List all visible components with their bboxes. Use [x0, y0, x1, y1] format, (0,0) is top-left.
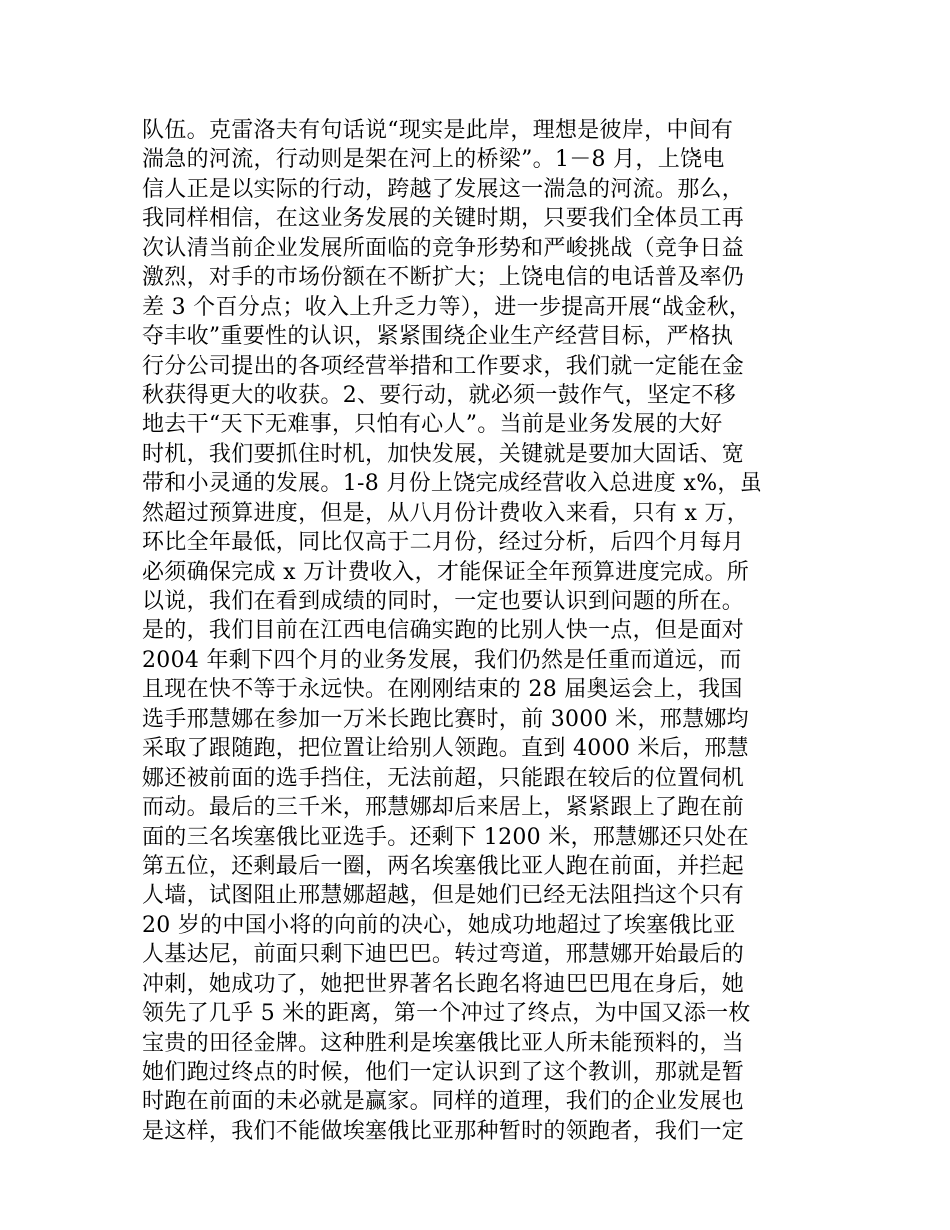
text-line: 2004 年剩下四个月的业务发展，我们仍然是任重而道远，而	[142, 647, 742, 673]
text-line: 秋获得更大的收获。2、要行动，就必须一鼓作气，坚定不移	[142, 382, 737, 408]
text-line: 宝贵的田径金牌。这种胜利是埃塞俄比亚人所未能预料的，当	[142, 1030, 745, 1056]
text-line: 行分公司提出的各项经营举措和工作要求，我们就一定能在金	[142, 353, 745, 379]
text-line: 我同样相信，在这业务发展的关键时期，只要我们全体员工再	[142, 206, 745, 232]
text-line: 次认清当前企业发展所面临的竞争形势和严峻挑战（竞争日益	[142, 235, 745, 261]
body-text	[142, 116, 822, 1146]
text-line: 信人正是以实际的行动，跨越了发展这一湍急的河流。那么，	[142, 176, 745, 202]
text-line: 且现在快不等于永远快。在刚刚结束的 28 届奥运会上，我国	[142, 677, 743, 703]
text-line: 采取了跟随跑，把位置让给别人领跑。直到 4000 米后，邢慧	[142, 736, 749, 762]
text-line: 队伍。克雷洛夫有句话说“现实是此岸，理想是彼岸，中间有	[142, 118, 734, 143]
text-line: 湍急的河流，行动则是架在河上的桥梁”。1－8 月，上饶电	[142, 147, 725, 173]
text-line: 领先了几乎 5 米的距离，第一个冲过了终点，为中国又添一枚	[142, 1001, 751, 1027]
text-line: 环比全年最低，同比仅高于二月份，经过分析，后四个月每月	[142, 530, 745, 556]
text-line: 以说，我们在看到成绩的同时，一定也要认识到问题的所在。	[142, 589, 745, 614]
text-line: 面的三名埃塞俄比亚选手。还剩下 1200 米，邢慧娜还只处在	[142, 824, 749, 850]
text-line: 20 岁的中国小将的向前的决心，她成功地超过了埃塞俄比亚	[142, 912, 736, 938]
text-line: 地去干“天下无难事，只怕有心人”。当前是业务发展的大好	[142, 412, 723, 438]
text-line: 时机，我们要抓住时机，加快发展，关键就是要加大固话、宽	[142, 441, 745, 467]
text-line: 激烈，对手的市场份额在不断扩大；上饶电信的电话普及率仍	[142, 265, 745, 291]
text-line: 娜还被前面的选手挡住，无法前超，只能跟在较后的位置伺机	[142, 765, 745, 791]
text-line: 是这样，我们不能做埃塞俄比亚那种暂时的领跑者，我们一定	[142, 1118, 745, 1144]
text-line: 而动。最后的三千米，邢慧娜却后来居上，紧紧跟上了跑在前	[142, 795, 745, 821]
text-line: 差 3 个百分点；收入上升乏力等），进一步提高开展“战金秋，	[142, 294, 752, 320]
text-line: 第五位，还剩最后一圈，两名埃塞俄比亚人跑在前面，并拦起	[142, 853, 745, 879]
text-line: 选手邢慧娜在参加一万米长跑比赛时，前 3000 米，邢慧娜均	[142, 706, 749, 732]
text-line: 时跑在前面的未必就是赢家。同样的道理，我们的企业发展也	[142, 1089, 745, 1115]
text-line: 她们跑过终点的时候，他们一定认识到了这个教训，那就是暂	[142, 1060, 745, 1085]
text-line: 是的，我们目前在江西电信确实跑的比别人快一点，但是面对	[142, 618, 745, 644]
text-line: 人基达尼，前面只剩下迪巴巴。转过弯道，邢慧娜开始最后的	[142, 942, 745, 968]
text-line: 夺丰收”重要性的认识，紧紧围绕企业生产经营目标，严格执	[142, 324, 734, 350]
text-line: 必须确保完成 x 万计费收入，才能保证全年预算进度完成。所	[142, 559, 750, 585]
text-line: 然超过预算进度，但是，从八月份计费收入来看，只有 x 万，	[142, 500, 750, 526]
text-line: 带和小灵通的发展。1-8 月份上饶完成经营收入总进度 x%，虽	[142, 471, 763, 497]
text-line: 冲刺，她成功了，她把世界著名长跑名将迪巴巴甩在身后，她	[142, 971, 745, 997]
text-line: 人墙，试图阻止邢慧娜超越，但是她们已经无法阻挡这个只有	[142, 883, 745, 909]
